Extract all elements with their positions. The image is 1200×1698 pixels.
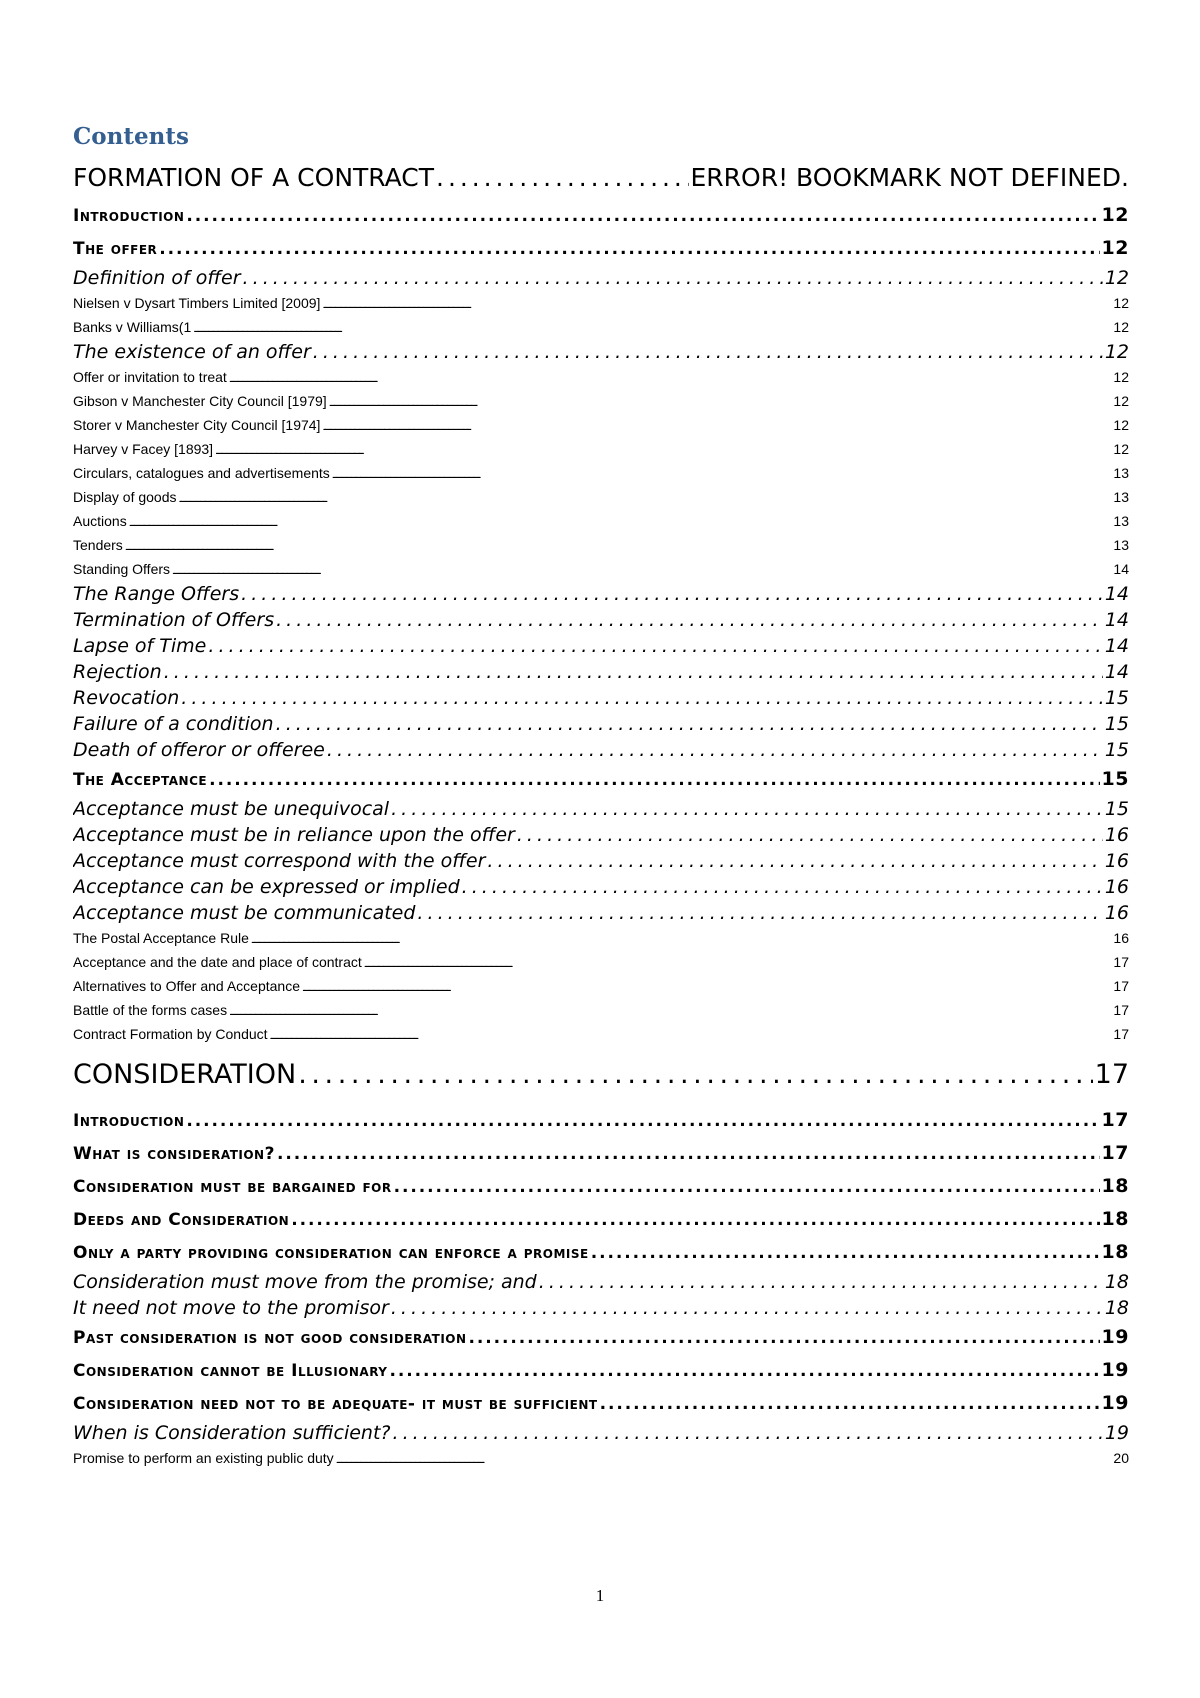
toc-entry-title: Banks v Williams(1 (73, 319, 192, 335)
toc-entry-title: Acceptance must be unequivocal (73, 798, 390, 820)
toc-dot-leader (270, 1022, 1112, 1046)
toc-dot-leader (394, 1171, 1100, 1203)
toc-entry-page: 14 (1104, 661, 1129, 683)
toc-entry-title: Circulars, catalogues and advertisements (73, 465, 330, 481)
toc-dot-leader (393, 1420, 1103, 1446)
toc-dot-leader (336, 1446, 1112, 1470)
toc-entry[interactable] (73, 437, 1129, 461)
toc-entry-title: Deeds and Consideration (73, 1210, 290, 1230)
toc-dot-leader (436, 156, 688, 199)
toc-dot-leader (229, 365, 1112, 389)
toc-entry-page: 17 (1094, 1059, 1129, 1090)
toc-entry-page: 12 (1101, 204, 1129, 226)
toc-entry-page: 12 (1113, 417, 1129, 433)
toc-entry[interactable] (73, 1203, 1129, 1236)
toc-entry[interactable] (73, 822, 1129, 848)
toc-entry-title: Acceptance and the date and place of contract (73, 954, 362, 970)
toc-entry[interactable] (73, 685, 1129, 711)
toc-dot-leader (391, 796, 1103, 822)
toc-entry[interactable] (73, 796, 1129, 822)
toc-entry[interactable] (73, 291, 1129, 315)
toc-entry[interactable] (73, 1269, 1129, 1295)
toc-entry[interactable] (73, 533, 1129, 557)
document-page (73, 118, 1129, 1470)
toc-dot-leader (186, 200, 1099, 232)
toc-entry-page: 17 (1113, 954, 1129, 970)
toc-entry-page: 12 (1113, 369, 1129, 385)
toc-dot-leader (276, 607, 1103, 633)
toc-dot-leader (390, 1355, 1100, 1387)
toc-entry-page: 16 (1104, 850, 1129, 872)
toc-entry[interactable] (73, 1420, 1129, 1446)
toc-dot-leader (391, 1295, 1103, 1321)
toc-entry[interactable] (73, 199, 1129, 232)
contents-heading: Contents (73, 123, 189, 150)
toc-dot-leader (208, 633, 1102, 659)
toc-entry-title: Gibson v Manchester City Council [1979] (73, 393, 327, 409)
toc-entry-title: Consideration must move from the promise; and (73, 1271, 537, 1293)
toc-entry[interactable] (73, 926, 1129, 950)
toc-entry[interactable] (73, 557, 1129, 581)
toc-entry-title: Harvey v Facey [1893] (73, 441, 214, 457)
toc-entry-title: Failure of a condition (73, 713, 274, 735)
toc-entry[interactable] (73, 998, 1129, 1022)
toc-entry[interactable] (73, 633, 1129, 659)
toc-entry-title: Past consideration is not good consideration (73, 1328, 467, 1348)
toc-dot-leader (172, 557, 1111, 581)
toc-entry[interactable] (73, 711, 1129, 737)
table-of-contents (73, 156, 1129, 1470)
toc-entry[interactable] (73, 1295, 1129, 1321)
toc-dot-leader (251, 926, 1112, 950)
toc-dot-leader (243, 265, 1103, 291)
toc-entry-title: Consideration must be bargained for (73, 1177, 392, 1197)
toc-entry[interactable] (73, 413, 1129, 437)
toc-entry[interactable] (73, 232, 1129, 265)
toc-dot-leader (159, 233, 1099, 265)
toc-entry[interactable] (73, 874, 1129, 900)
toc-entry-title: Standing Offers (73, 561, 171, 577)
toc-entry-title: The existence of an offer (73, 341, 311, 363)
page-number: 1 (595, 1586, 605, 1605)
toc-entry[interactable] (73, 607, 1129, 633)
toc-entry[interactable] (73, 974, 1129, 998)
toc-entry-title: The Range Offers (73, 583, 240, 605)
toc-entry[interactable] (73, 659, 1129, 685)
toc-entry-page: 14 (1104, 583, 1129, 605)
toc-entry-page: 17 (1113, 1026, 1129, 1042)
toc-entry[interactable] (73, 1104, 1129, 1137)
toc-dot-leader (322, 291, 1111, 315)
toc-dot-leader (364, 950, 1112, 974)
toc-entry-title: Display of goods (73, 489, 177, 505)
toc-entry-title: Death of offeror or offeree (73, 739, 325, 761)
toc-entry[interactable] (73, 265, 1129, 291)
toc-entry[interactable] (73, 763, 1129, 796)
toc-dot-leader (322, 413, 1111, 437)
toc-dot-leader (193, 315, 1111, 339)
toc-entry-page: 12 (1101, 237, 1129, 259)
toc-entry[interactable] (73, 1236, 1129, 1269)
toc-entry-page: 15 (1104, 687, 1129, 709)
toc-entry-title: Promise to perform an existing public duty (73, 1450, 334, 1466)
toc-dot-leader (209, 764, 1099, 796)
toc-entry[interactable] (73, 509, 1129, 533)
toc-entry-title: Auctions (73, 513, 127, 529)
toc-entry-page: 18 (1101, 1241, 1129, 1263)
toc-entry-title: Acceptance must be in reliance upon the offer (73, 824, 515, 846)
toc-entry-title: Storer v Manchester City Council [1974] (73, 417, 321, 433)
toc-entry-page: 13 (1113, 513, 1129, 529)
toc-entry-page: 17 (1113, 978, 1129, 994)
toc-entry[interactable] (73, 737, 1129, 763)
toc-entry-page: 13 (1113, 537, 1129, 553)
toc-entry[interactable] (73, 365, 1129, 389)
toc-entry-page: 16 (1113, 930, 1129, 946)
toc-entry-title: Contract Formation by Conduct (73, 1026, 268, 1042)
toc-entry-page: 19 (1104, 1422, 1129, 1444)
toc-entry-title: Offer or invitation to treat (73, 369, 227, 385)
toc-entry-page: 14 (1104, 635, 1129, 657)
toc-dot-leader (462, 874, 1103, 900)
toc-entry-title: It need not move to the promisor (73, 1297, 389, 1319)
toc-entry[interactable] (73, 848, 1129, 874)
toc-dot-leader (277, 1138, 1100, 1170)
toc-dot-leader (229, 998, 1111, 1022)
toc-entry[interactable] (73, 900, 1129, 926)
toc-dot-leader (179, 485, 1112, 509)
toc-dot-leader (129, 509, 1112, 533)
toc-dot-leader (539, 1269, 1103, 1295)
toc-entry-page: 12 (1104, 341, 1129, 363)
toc-entry-title: Consideration cannot be Illusionary (73, 1361, 388, 1381)
toc-entry-page: 15 (1104, 739, 1129, 761)
toc-entry-page: 12 (1113, 393, 1129, 409)
toc-dot-leader (125, 533, 1112, 557)
toc-entry-page: 17 (1101, 1109, 1129, 1131)
toc-entry-page: ERROR! BOOKMARK NOT DEFINED. (690, 163, 1129, 192)
toc-entry-title: Acceptance can be expressed or implied (73, 876, 460, 898)
toc-entry-page: 16 (1104, 876, 1129, 898)
toc-entry-page: 14 (1113, 561, 1129, 577)
toc-entry-title: FORMATION OF A CONTRACT (73, 163, 435, 192)
toc-dot-leader (313, 339, 1103, 365)
toc-entry-page: 19 (1101, 1326, 1129, 1348)
toc-entry-title: Alternatives to Offer and Acceptance (73, 978, 300, 994)
toc-dot-leader (186, 1105, 1099, 1137)
toc-entry-title: Battle of the forms cases (73, 1002, 228, 1018)
toc-entry-page: 18 (1104, 1271, 1129, 1293)
toc-entry-page: 18 (1104, 1297, 1129, 1319)
toc-dot-leader (302, 974, 1111, 998)
toc-entry-page: 15 (1101, 768, 1129, 790)
toc-entry-page: 18 (1101, 1208, 1129, 1230)
toc-entry[interactable] (73, 461, 1129, 485)
toc-entry-page: 16 (1104, 902, 1129, 924)
toc-dot-leader (181, 685, 1103, 711)
toc-entry[interactable] (73, 156, 1129, 199)
toc-entry-title: Consideration need not to be adequate- it must be sufficient (73, 1394, 598, 1414)
toc-entry-title: When is Consideration sufficient? (73, 1422, 391, 1444)
toc-entry-page: 17 (1113, 1002, 1129, 1018)
toc-entry-title: Nielsen v Dysart Timbers Limited [2009] (73, 295, 321, 311)
toc-dot-leader (329, 389, 1112, 413)
toc-entry-page: 13 (1113, 465, 1129, 481)
toc-entry-page: 15 (1104, 798, 1129, 820)
toc-dot-leader (241, 581, 1103, 607)
toc-entry-title: Rejection (73, 661, 162, 683)
toc-entry-page: 16 (1104, 824, 1129, 846)
toc-entry-title: The Acceptance (73, 770, 208, 790)
toc-entry[interactable] (73, 315, 1129, 339)
toc-entry-title: Lapse of Time (73, 635, 207, 657)
toc-entry-title: CONSIDERATION (73, 1059, 297, 1090)
toc-entry-title: Only a party providing consideration can enforce a promise (73, 1243, 589, 1263)
toc-entry[interactable] (73, 485, 1129, 509)
toc-dot-leader (327, 737, 1103, 763)
toc-entry-title: Acceptance must correspond with the offer (73, 850, 486, 872)
toc-entry[interactable] (73, 1170, 1129, 1203)
toc-entry-title: Introduction (73, 206, 185, 226)
toc-entry-page: 19 (1101, 1392, 1129, 1414)
toc-entry-title: The offer (73, 239, 158, 259)
toc-entry[interactable] (73, 1321, 1129, 1354)
toc-entry-page: 20 (1113, 1450, 1129, 1466)
toc-dot-leader (276, 711, 1103, 737)
toc-entry-title: The Postal Acceptance Rule (73, 930, 249, 946)
toc-entry[interactable] (73, 1137, 1129, 1170)
toc-entry[interactable] (73, 1387, 1129, 1420)
toc-dot-leader (600, 1388, 1100, 1420)
toc-entry-page: 12 (1104, 267, 1129, 289)
toc-entry-title: Definition of offer (73, 267, 241, 289)
toc-dot-leader (332, 461, 1112, 485)
toc-entry[interactable] (73, 1046, 1129, 1104)
toc-entry[interactable] (73, 581, 1129, 607)
toc-dot-leader (291, 1204, 1099, 1236)
toc-entry-title: Termination of Offers (73, 609, 275, 631)
toc-entry-title: Tenders (73, 537, 123, 553)
toc-dot-leader (417, 900, 1102, 926)
toc-entry[interactable] (73, 1354, 1129, 1387)
toc-entry[interactable] (73, 389, 1129, 413)
toc-entry[interactable] (73, 1022, 1129, 1046)
toc-entry-title: Acceptance must be communicated (73, 902, 416, 924)
toc-entry-page: 17 (1101, 1142, 1129, 1164)
toc-entry-page: 14 (1104, 609, 1129, 631)
toc-entry-page: 13 (1113, 489, 1129, 505)
toc-dot-leader (215, 437, 1111, 461)
toc-dot-leader (517, 822, 1103, 848)
toc-entry[interactable] (73, 1446, 1129, 1470)
toc-entry-page: 15 (1104, 713, 1129, 735)
toc-entry-page: 18 (1101, 1175, 1129, 1197)
toc-entry[interactable] (73, 339, 1129, 365)
toc-dot-leader (469, 1322, 1100, 1354)
toc-dot-leader (487, 848, 1102, 874)
toc-entry-page: 12 (1113, 295, 1129, 311)
toc-dot-leader (164, 659, 1103, 685)
toc-entry-title: What is consideration? (73, 1144, 275, 1164)
toc-entry-page: 12 (1113, 319, 1129, 335)
toc-dot-leader (298, 1046, 1092, 1104)
toc-entry[interactable] (73, 950, 1129, 974)
toc-dot-leader (591, 1237, 1100, 1269)
toc-entry-page: 12 (1113, 441, 1129, 457)
toc-entry-title: Revocation (73, 687, 180, 709)
toc-entry-page: 19 (1101, 1359, 1129, 1381)
toc-entry-title: Introduction (73, 1111, 185, 1131)
